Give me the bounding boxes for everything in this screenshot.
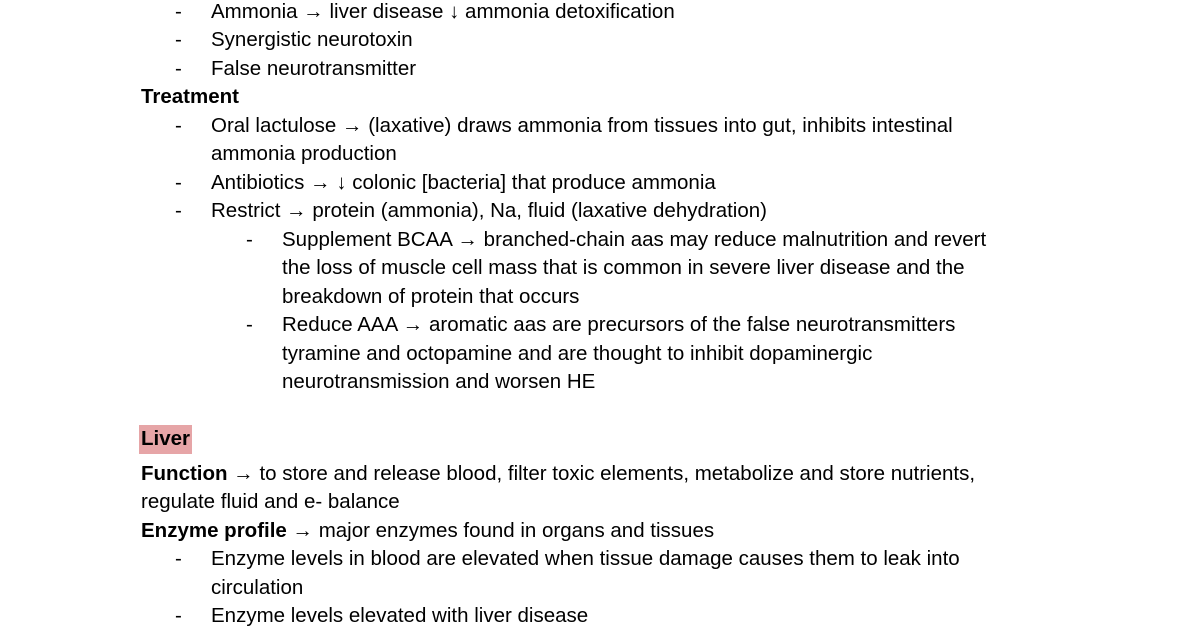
bullet-marker: - xyxy=(175,57,182,80)
bullet-marker: - xyxy=(175,114,182,137)
bullet-marker: - xyxy=(175,604,182,627)
enzyme-line xyxy=(141,517,714,546)
bullet-marker: - xyxy=(175,547,182,570)
treatment-bullet-2: Antibiotics → ↓ colonic [bacteria] that produce ammonia xyxy=(211,171,716,194)
function-line-1 xyxy=(141,460,975,489)
bullet-marker: - xyxy=(175,28,182,51)
sub-bullet-2-line-3: neurotransmission and worsen HE xyxy=(282,370,596,393)
sub-bullet-1-line-2: the loss of muscle cell mass that is common in severe liver disease and the xyxy=(282,256,965,279)
bullet-marker: - xyxy=(175,199,182,222)
bullet-marker: - xyxy=(175,171,182,194)
bullet-marker: - xyxy=(246,228,253,251)
intro-bullet-2: Synergistic neurotoxin xyxy=(211,28,413,51)
liver-heading: Liver xyxy=(139,425,192,454)
enzyme-bullet-1-line-2: circulation xyxy=(211,576,304,599)
treatment-heading: Treatment xyxy=(141,85,239,108)
sub-bullet-2-line-2: tyramine and octopamine and are thought to inhibit dopaminergic xyxy=(282,342,873,365)
function-label: Function xyxy=(141,462,228,485)
treatment-bullet-1-line-2: ammonia production xyxy=(211,142,397,165)
enzyme-bullet-1-line-1: Enzyme levels in blood are elevated when tissue damage causes them to leak into xyxy=(211,547,960,570)
enzyme-label: Enzyme profile xyxy=(141,519,287,542)
treatment-bullet-1-line-1: Oral lactulose → (laxative) draws ammonia from tissues into gut, inhibits intestinal xyxy=(211,114,953,137)
enzyme-bullet-2: Enzyme levels elevated with liver disease xyxy=(211,604,589,627)
intro-bullet-3: False neurotransmitter xyxy=(211,57,417,80)
bullet-marker: - xyxy=(175,0,182,23)
enzyme-text: → major enzymes found in organs and tissues xyxy=(286,519,715,542)
sub-bullet-2-line-1: Reduce AAA → aromatic aas are precursors of the false neurotransmitters xyxy=(282,313,956,336)
function-line-2: regulate fluid and e- balance xyxy=(141,490,400,513)
function-text: → to store and release blood, filter toxic elements, metabolize and store nutrients, xyxy=(227,462,976,485)
sub-bullet-1-line-3: breakdown of protein that occurs xyxy=(282,285,580,308)
intro-bullet-1: Ammonia → liver disease ↓ ammonia detoxification xyxy=(211,0,675,23)
treatment-bullet-3: Restrict → protein (ammonia), Na, fluid (laxative dehydration) xyxy=(211,199,767,222)
sub-bullet-1-line-1: Supplement BCAA → branched-chain aas may reduce malnutrition and revert xyxy=(282,228,987,251)
bullet-marker: - xyxy=(246,313,253,336)
